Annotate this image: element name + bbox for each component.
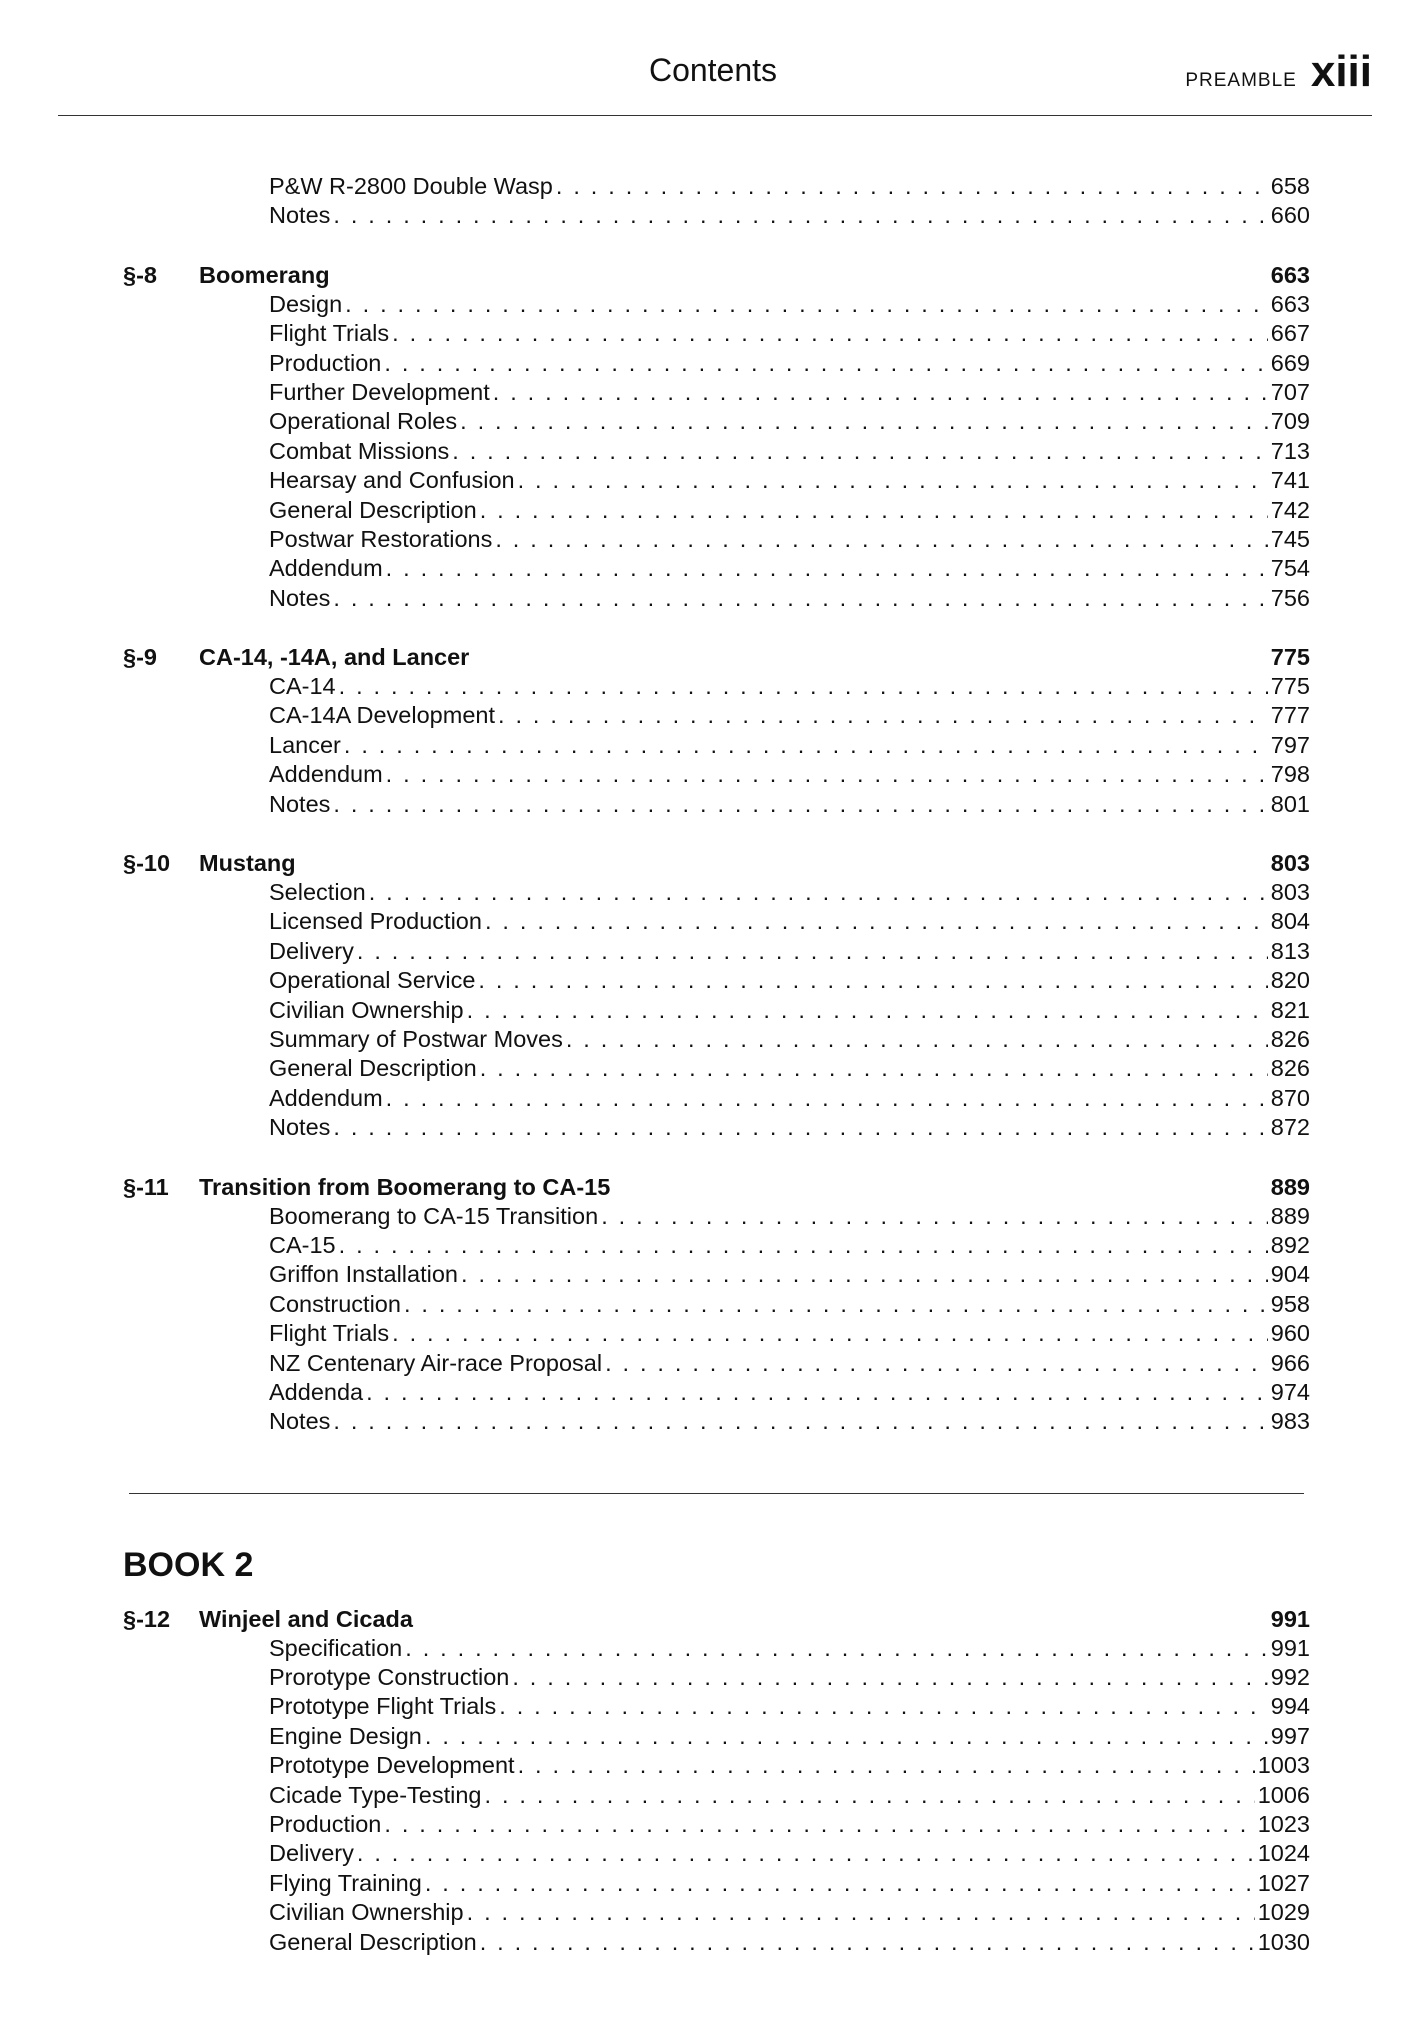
entry-title: Notes — [269, 1408, 331, 1435]
section-heading — [123, 1604, 1310, 1634]
toc-entry — [123, 1113, 1310, 1142]
entry-title: Delivery — [269, 1840, 354, 1867]
toc-entry — [123, 1378, 1310, 1407]
section-number: §-11 — [123, 1173, 169, 1200]
dot-leader — [452, 437, 1268, 466]
entry-title: Summary of Postwar Moves — [269, 1025, 563, 1052]
toc-entry — [123, 349, 1310, 378]
dot-leader — [384, 1810, 1254, 1839]
section-page-number: 775 — [1270, 644, 1310, 671]
entry-title: General Description — [269, 496, 477, 523]
toc-entry — [123, 1663, 1310, 1692]
entry-page-number: 775 — [1270, 673, 1310, 700]
entry-title: Delivery — [269, 937, 354, 964]
entry-page-number: 798 — [1270, 761, 1310, 788]
dot-leader — [480, 496, 1268, 525]
entry-page-number: 870 — [1270, 1084, 1310, 1111]
entry-title: Prorotype Construction — [269, 1664, 510, 1691]
entry-page-number: 658 — [1270, 173, 1310, 199]
toc-section — [123, 848, 1310, 1143]
dot-leader — [478, 966, 1267, 995]
entry-title: Prototype Flight Trials — [269, 1693, 497, 1720]
entry-title: Lancer — [269, 731, 341, 758]
dot-leader — [392, 319, 1268, 348]
toc-entry — [123, 907, 1310, 936]
entry-title: Civilian Ownership — [269, 1899, 464, 1926]
dot-leader — [344, 731, 1268, 760]
entry-page-number: 826 — [1270, 1055, 1310, 1082]
section-heading — [123, 848, 1310, 878]
header-divider — [58, 115, 1372, 116]
toc-entry — [123, 1722, 1310, 1751]
toc-entry — [123, 1634, 1310, 1663]
toc-entry — [123, 790, 1310, 819]
toc-section — [123, 1604, 1310, 1957]
entry-page-number: 745 — [1270, 525, 1310, 552]
section-title: CA-14, -14A, and Lancer — [199, 644, 470, 671]
entry-title: Addendum — [269, 761, 383, 788]
dot-leader — [405, 1634, 1268, 1663]
toc-entry — [123, 1407, 1310, 1436]
toc-entry — [123, 437, 1310, 466]
entry-page-number: 813 — [1270, 937, 1310, 964]
entry-page-number: 1003 — [1257, 1752, 1310, 1779]
section-heading — [123, 260, 1310, 290]
toc-section — [123, 642, 1310, 819]
entry-title: Construction — [269, 1290, 401, 1317]
dot-leader — [485, 907, 1268, 936]
dot-leader — [425, 1869, 1255, 1898]
entry-page-number: 1024 — [1257, 1840, 1310, 1867]
entry-page-number: 1006 — [1257, 1781, 1310, 1808]
dot-leader — [601, 1202, 1268, 1231]
section-number: §-9 — [123, 644, 157, 671]
entry-page-number: 1027 — [1257, 1869, 1310, 1896]
entry-title: P&W R-2800 Double Wasp — [269, 173, 553, 199]
dot-leader — [512, 1663, 1267, 1692]
page-title: Contents — [648, 52, 778, 88]
dot-leader — [480, 1928, 1255, 1957]
toc-entry — [123, 937, 1310, 966]
entry-page-number: 742 — [1270, 496, 1310, 523]
dot-leader — [493, 378, 1268, 407]
entry-page-number: 826 — [1270, 1025, 1310, 1052]
toc-entry — [123, 1349, 1310, 1378]
entry-page-number: 754 — [1270, 555, 1310, 582]
entry-page-number: 713 — [1270, 437, 1310, 464]
entry-title: Postwar Restorations — [269, 525, 493, 552]
entry-page-number: 994 — [1270, 1693, 1310, 1720]
dot-leader — [386, 1084, 1268, 1113]
entry-title: Addendum — [269, 555, 383, 582]
page-number: xiii — [1310, 47, 1372, 96]
toc-entry — [123, 172, 1310, 201]
section-number: §-10 — [123, 850, 171, 877]
toc-entry — [123, 319, 1310, 348]
entry-page-number: 872 — [1270, 1114, 1310, 1141]
dot-leader — [333, 201, 1267, 230]
intro-entries — [123, 172, 1310, 231]
toc-entry — [123, 1290, 1310, 1319]
entry-page-number: 958 — [1270, 1290, 1310, 1317]
entry-title: Flight Trials — [269, 1320, 390, 1347]
entry-page-number: 777 — [1270, 702, 1310, 729]
dot-leader — [339, 1231, 1268, 1260]
toc-entry — [123, 1781, 1310, 1810]
toc-entry — [123, 1869, 1310, 1898]
entry-title: Prototype Development — [269, 1752, 515, 1779]
section-heading — [123, 1172, 1310, 1202]
toc-entry — [123, 1054, 1310, 1083]
entry-title: Further Development — [269, 378, 490, 405]
dot-leader — [498, 701, 1268, 730]
toc-entry — [123, 966, 1310, 995]
entry-page-number: 709 — [1270, 408, 1310, 435]
section-heading — [123, 642, 1310, 672]
entry-title: Flying Training — [269, 1869, 422, 1896]
toc-entry — [123, 466, 1310, 495]
dot-leader — [357, 937, 1268, 966]
entry-page-number: 1030 — [1257, 1928, 1310, 1955]
toc-entry — [123, 878, 1310, 907]
book-title: BOOK 2 — [123, 1545, 254, 1584]
entry-page-number: 997 — [1270, 1722, 1310, 1749]
dot-leader — [518, 466, 1268, 495]
entry-title: Licensed Production — [269, 908, 482, 935]
toc-entry — [123, 290, 1310, 319]
dot-leader — [495, 525, 1267, 554]
entry-page-number: 741 — [1270, 467, 1310, 494]
dot-leader — [467, 996, 1268, 1025]
toc-entry — [123, 672, 1310, 701]
entry-page-number: 804 — [1270, 908, 1310, 935]
dot-leader — [499, 1692, 1268, 1721]
entry-page-number: 803 — [1270, 879, 1310, 906]
dot-leader — [404, 1290, 1268, 1319]
entry-page-number: 992 — [1270, 1664, 1310, 1691]
dot-leader — [605, 1349, 1268, 1378]
entry-title: Production — [269, 1811, 382, 1838]
toc-entry — [123, 760, 1310, 789]
section-page-number: 663 — [1270, 261, 1310, 288]
entry-page-number: 974 — [1270, 1378, 1310, 1405]
dot-leader — [518, 1751, 1255, 1780]
entry-title: Notes — [269, 584, 331, 611]
toc-entry — [123, 1839, 1310, 1868]
toc-entry — [123, 407, 1310, 436]
entry-page-number: 960 — [1270, 1320, 1310, 1347]
dot-leader — [366, 1378, 1268, 1407]
dot-leader — [333, 1113, 1267, 1142]
toc-section — [123, 1172, 1310, 1437]
entry-title: Addenda — [269, 1378, 364, 1405]
toc-section — [123, 260, 1310, 613]
dot-leader — [333, 584, 1267, 613]
entry-title: Flight Trials — [269, 320, 390, 347]
book1-sections — [123, 260, 1310, 1437]
entry-title: Griffon Installation — [269, 1261, 458, 1288]
toc-entry — [123, 1260, 1310, 1289]
running-head — [1185, 47, 1372, 96]
toc-entry — [123, 1202, 1310, 1231]
entry-page-number: 663 — [1270, 290, 1310, 317]
entry-title: Production — [269, 349, 382, 376]
dot-leader — [392, 1319, 1268, 1348]
toc-entry — [123, 701, 1310, 730]
toc-entry — [123, 1751, 1310, 1780]
section-label: PREAMBLE — [1185, 70, 1297, 91]
entry-title: CA-15 — [269, 1231, 336, 1258]
section-title: Transition from Boomerang to CA-15 — [199, 1173, 611, 1200]
entry-title: CA-14 — [269, 673, 336, 700]
dot-leader — [556, 172, 1268, 201]
entry-title: Notes — [269, 1114, 331, 1141]
dot-leader — [369, 878, 1268, 907]
table-of-contents — [123, 172, 1310, 1957]
toc-entry — [123, 1898, 1310, 1927]
entry-page-number: 801 — [1270, 790, 1310, 817]
toc-entry — [123, 584, 1310, 613]
toc-entry — [123, 525, 1310, 554]
section-title: Winjeel and Cicada — [199, 1605, 413, 1632]
section-page-number: 889 — [1270, 1173, 1310, 1200]
toc-entry — [123, 1025, 1310, 1054]
entry-title: Notes — [269, 202, 331, 229]
entry-page-number: 892 — [1270, 1231, 1310, 1258]
entry-title: Hearsay and Confusion — [269, 467, 515, 494]
entry-title: General Description — [269, 1055, 477, 1082]
toc-entry — [123, 731, 1310, 760]
entry-title: Selection — [269, 879, 366, 906]
toc-entry — [123, 996, 1310, 1025]
entry-title: General Description — [269, 1928, 477, 1955]
section-number: §-8 — [123, 261, 157, 288]
entry-page-number: 1029 — [1257, 1899, 1310, 1926]
dot-leader — [461, 1260, 1268, 1289]
dot-leader — [566, 1025, 1268, 1054]
entry-title: Civilian Ownership — [269, 996, 464, 1023]
dot-leader — [339, 672, 1268, 701]
section-page-number: 803 — [1270, 850, 1310, 877]
entry-title: Cicade Type-Testing — [269, 1781, 482, 1808]
entry-title: Boomerang to CA-15 Transition — [269, 1202, 599, 1229]
entry-page-number: 669 — [1270, 349, 1310, 376]
dot-leader — [333, 790, 1267, 819]
dot-leader — [333, 1407, 1267, 1436]
toc-entry — [123, 201, 1310, 230]
dot-leader — [386, 554, 1268, 583]
entry-title: Operational Roles — [269, 408, 458, 435]
dot-leader — [386, 760, 1268, 789]
entry-title: NZ Centenary Air-race Proposal — [269, 1349, 603, 1376]
dot-leader — [467, 1898, 1255, 1927]
toc-entry — [123, 1810, 1310, 1839]
book2-sections — [123, 1604, 1310, 1957]
toc-entry — [123, 554, 1310, 583]
entry-title: CA-14A Development — [269, 702, 495, 729]
dot-leader — [357, 1839, 1255, 1868]
entry-page-number: 1023 — [1257, 1811, 1310, 1838]
dot-leader — [460, 407, 1268, 436]
entry-title: Notes — [269, 790, 331, 817]
entry-title: Design — [269, 290, 343, 317]
entry-title: Operational Service — [269, 967, 476, 994]
entry-page-number: 756 — [1270, 584, 1310, 611]
dot-leader — [480, 1054, 1268, 1083]
dot-leader — [485, 1781, 1255, 1810]
entry-page-number: 991 — [1270, 1634, 1310, 1661]
page-header — [0, 0, 1426, 118]
entry-page-number: 983 — [1270, 1408, 1310, 1435]
toc-entry — [123, 1231, 1310, 1260]
entry-page-number: 667 — [1270, 320, 1310, 347]
entry-page-number: 660 — [1270, 202, 1310, 229]
entry-page-number: 797 — [1270, 731, 1310, 758]
entry-page-number: 889 — [1270, 1202, 1310, 1229]
dot-leader — [425, 1722, 1268, 1751]
entry-page-number: 707 — [1270, 378, 1310, 405]
section-title: Mustang — [199, 850, 296, 877]
book-divider — [129, 1493, 1304, 1494]
section-page-number: 991 — [1270, 1605, 1310, 1632]
dot-leader — [345, 290, 1268, 319]
toc-entry — [123, 1692, 1310, 1721]
toc-entry — [123, 1084, 1310, 1113]
entry-title: Engine Design — [269, 1722, 422, 1749]
entry-page-number: 966 — [1270, 1349, 1310, 1376]
entry-page-number: 904 — [1270, 1261, 1310, 1288]
toc-entry — [123, 496, 1310, 525]
toc-entry — [123, 1928, 1310, 1957]
entry-page-number: 820 — [1270, 967, 1310, 994]
section-title: Boomerang — [199, 261, 330, 288]
entry-title: Combat Missions — [269, 437, 450, 464]
dot-leader — [384, 349, 1267, 378]
toc-entry — [123, 378, 1310, 407]
entry-page-number: 821 — [1270, 996, 1310, 1023]
entry-title: Addendum — [269, 1084, 383, 1111]
toc-entry — [123, 1319, 1310, 1348]
section-number: §-12 — [123, 1605, 171, 1632]
entry-title: Specification — [269, 1634, 403, 1661]
